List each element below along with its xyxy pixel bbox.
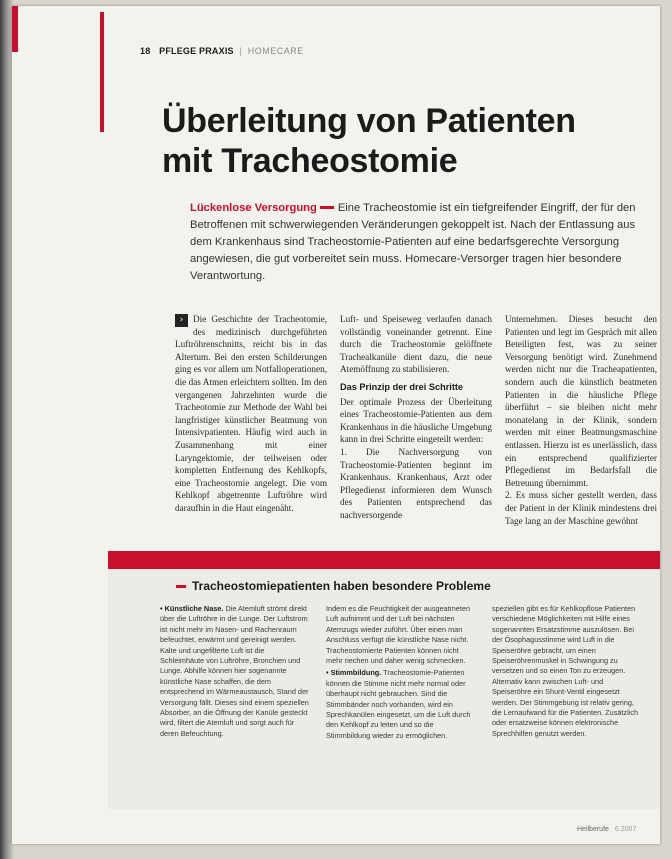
- lead-kicker: Lückenlose Versorgung: [190, 202, 317, 214]
- body-paragraph: Luft- und Speiseweg verlaufen danach vollständig voneinander getrennt. Eine durch die Tracheostomie gelöffnete Trachealkanüle dient dazu, die neue Atemöffnung zu stabilisieren.: [340, 314, 492, 375]
- body-paragraph: Unternehmen. Dieses besucht den Patienten und legt im Gespräch mit allen Beteiligten fest, was zu seiner Versorgung benötigt wird. Zunehmend werden nicht nur die Tracheapatienten, sondern auch die künstlich beatmeten Patienten in die häusliche Pflege überführt – sie bleiben nicht mehr monatelang in der Klinik, sondern werden mit einer Beatmungsmaschine entlassen. Hierzu ist es unerlässlich, dass ein entsprechend qualifizierter Pflegedienst im Bedarfsfall die Betreuung übernimmt.: [505, 314, 657, 488]
- infobox: [108, 569, 660, 809]
- article-lead: [190, 200, 636, 285]
- subsection-label: HOMECARE: [247, 46, 304, 56]
- bullet-point: •: [160, 604, 165, 613]
- bullet-heading: Künstliche Nase.: [164, 604, 224, 613]
- bullet-point: •: [326, 668, 331, 678]
- body-subheading: Das Prinzip der drei Schritte: [340, 381, 464, 392]
- infobox-paragraph: [326, 668, 476, 741]
- magazine-page: [12, 6, 660, 844]
- title-dash: [176, 585, 186, 588]
- infobox-text: Die Atemluft strömt direkt über die Luftröhre in die Lunge. Der Luftstrom ist nicht mehr im Nasen- und Rachenraum befeuchtet, erwärmt und gereinigt werden. Kalte und ungefilterte Luft ist die Schleimhäute von Luftröhre, Bronchien und Lunge. Abhilfe können hier sogenannte künstliche Nase schaffen, die dem entsprechend im Wärmeaustausch, Stand der Versorgung fällt. Dieses sind einem speziellen Absorber, an die Öffnung der Kanüle gesteckt wird, filtert die Atemluft und sorgt auch für deren Befeuchtung.: [160, 604, 309, 738]
- infobox-column-3: [492, 604, 642, 741]
- infobox-paragraph: Indem es die Feuchtigkeit der ausgeatmeten Luft aufnimmt und der Luft bei nächsten Atemzugs wieder zuführt. Über einen man Anschluss verfügt die künstliche Nase nicht. Tracheostomierte Patienten können nicht mehr riechen und daher wenig schmecken.: [326, 604, 470, 666]
- kicker-dash: [320, 206, 334, 209]
- body-columns: [175, 313, 657, 533]
- running-header: [140, 46, 304, 56]
- issue-number: 6.2007: [614, 826, 637, 833]
- publication-name: Heilberufe: [577, 826, 609, 833]
- page-number: 18: [140, 46, 151, 56]
- body-paragraph: 2. Es muss sicher gestellt werden, dass der Patient in der Klinik mindestens drei Tage lang an der Maschine gewöhnt: [505, 490, 657, 526]
- infobox-text: Tracheostomie-Patienten können die Stimme nicht mehr normal oder überhaupt nicht gebrauchen. Sind die Stimmbänder noch vorhanden, wird ein Sprechkanülen eingesetzt, um die Luft durch den Kehlkopf zu leiten und so die Stimmbildung wieder zu ermöglichen.: [326, 668, 471, 740]
- section-label: PFLEGE PRAXIS: [159, 46, 234, 56]
- header-separator: |: [239, 46, 242, 56]
- page-footer: [577, 826, 636, 833]
- bullet-heading: Stimmbildung.: [330, 668, 382, 678]
- body-column-2: [340, 313, 492, 522]
- body-column-1: [175, 313, 327, 515]
- body-paragraph: Der optimale Prozess der Überleitung eines Tracheostomie-Patienten aus dem Krankenhaus in die häusliche Umgebung kann in drei Schritte eingeteilt werden:: [340, 396, 492, 445]
- infobox-title: [176, 579, 491, 593]
- infobox-red-band: [108, 551, 660, 569]
- body-paragraph: Die Geschichte der Tracheotomie, des medizinisch durchgeführten Luftröhrenschnitts, reicht bis in das Altertum. Bei den ersten Schilderungen ging es vor allem um Notfalloperationen, die das Atmen erleichtern sollten. Im den vergangenen Jahrzehnten wurde die Tracheotomie zur Methode der Wahl bei langfristiger künstlicher Beatmung von Intensivpatienten. Häufig wird auch in Zusammenhang mit einer Laryngektomie, der teilweisen oder kompletten Entfernung des Kehlkopfs, eine Tracheostomie angelegt. Die vom Kehlkopf abgetrennte Luftröhre wird daraufhin in die Haut eingenäht.: [175, 314, 327, 513]
- infobox-column-2: [326, 604, 476, 743]
- infobox-column-1: [160, 604, 310, 741]
- infobox-title-text: Tracheostomiepatienten haben besondere Probleme: [192, 579, 491, 593]
- page-edge-marker: [12, 6, 18, 52]
- body-column-3: [505, 313, 657, 527]
- lead-text: Eine Tracheostomie ist ein tiefgreifender Eingriff, der für den Betroffenen mit schwerwiegenden Veränderungen gekoppelt ist. Nach der Entlassung aus dem Krankenhaus sind Tracheostomie-Patienten auf eine bedarfsgerechte Versorgung angewiesen, die gut vorbereitet sein muss. Homecare-Versorger tragen hier besondere Verantwortung.: [190, 202, 636, 282]
- article-title: Überleitung von Patienten mit Tracheostomie: [162, 102, 576, 180]
- infobox-paragraph: speziellen gibt es für Kehlkopflose Patienten verschiedene Möglichkeiten mit Hilfe eines sogenannten Ersatzstimme auszulösen. Bei der Ösophagusstimme wird Luft in die Speiseröhre gebracht, um einen Speiseröhrenmuskel in Schwingung zu versetzen und so einen Ton zu erzeugen. Alternativ kann zwischen Luft- und Speiseröhre ein Shunt-Ventil eingesetzt werden. Der Stimmgebung ist relativ gering, die Lernaufwand für die Patienten. Zusätzlich oder ersatzweise können elektronische Sprechhilfen genutzt werden.: [492, 604, 639, 738]
- arrow-right-icon: ›: [175, 314, 188, 327]
- infobox-paragraph: [160, 604, 310, 739]
- body-paragraph: 1. Die Nachversorgung von Tracheostomie-Patienten beginnt im Krankenhaus. Krankenhaus, Arzt oder Pflegedienst informieren dem Wunsch des Patienten entsprechend das nachversorgende: [340, 446, 492, 520]
- section-color-bar: [100, 12, 104, 132]
